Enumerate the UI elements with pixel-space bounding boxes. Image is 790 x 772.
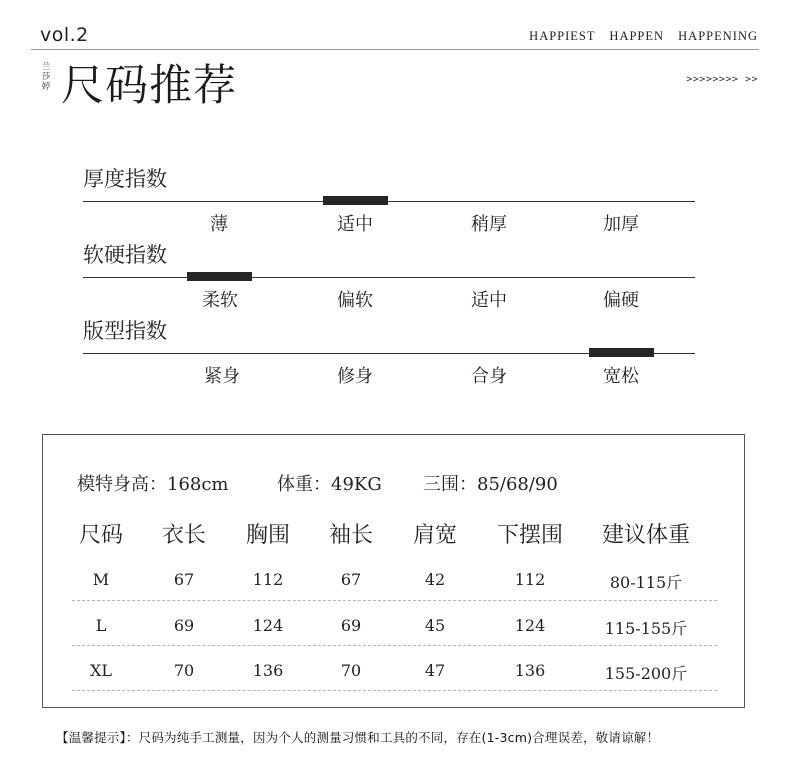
index-option: 适中 [471,290,507,311]
table-cell: 67 [173,570,195,589]
table-cell: 42 [424,570,446,589]
table-cell: 80-115斤 [609,573,683,592]
table-cell: 67 [340,570,362,589]
table-cell: 47 [424,661,446,680]
model-height: 模特身高：168cm [77,474,229,495]
index-option: 适中 [337,214,373,235]
table-cell: XL [89,661,113,680]
column-header-length: 衣长 [161,523,207,548]
table-cell: L [95,616,107,635]
index-marker-fit [589,348,654,357]
index-option: 薄 [210,214,228,235]
index-marker-thickness [323,196,388,205]
index-marker-softness [187,272,252,281]
table-cell: 45 [424,616,446,635]
table-cell: 124 [514,616,546,635]
tagline: HAPPIEST HAPPEN HAPPENING [529,29,758,43]
measurement-notice: 【温馨提示】：尺码为纯手工测量，因为个人的测量习惯和工具的不同，存在(1-3cm)合理误差，敬请谅解！ [56,730,660,745]
index-rule-thickness [83,201,695,202]
table-cell: 136 [252,661,284,680]
column-header-size: 尺码 [78,523,124,548]
table-cell: 70 [173,661,195,680]
table-cell: M [92,570,110,589]
index-title-thickness: 厚度指数 [83,167,167,191]
column-header-hem: 下摆围 [496,523,564,548]
arrow-decoration: >>>>>>>> >> [686,74,758,85]
model-weight: 体重：49KG [277,474,382,495]
row-divider [72,645,717,646]
column-header-sleeve: 袖长 [328,523,374,548]
index-rule-softness [83,277,695,278]
table-cell: 136 [514,661,546,680]
index-title-fit: 版型指数 [83,319,167,343]
index-option: 紧身 [204,366,240,387]
table-cell: 69 [173,616,195,635]
table-cell: 155-200斤 [604,664,688,683]
column-header-weight: 建议体重 [601,523,691,548]
volume-label: vol.2 [40,24,89,46]
index-option: 偏软 [337,290,373,311]
table-cell: 115-155斤 [604,619,688,638]
model-measurements: 三围：85/68/90 [423,474,558,495]
row-divider [72,600,717,601]
index-option: 修身 [337,366,373,387]
table-cell: 112 [514,570,546,589]
table-cell: 124 [252,616,284,635]
index-title-softness: 软硬指数 [83,243,167,267]
column-header-shoulder: 肩宽 [412,523,458,548]
index-option: 稍厚 [471,214,507,235]
index-option: 合身 [471,366,507,387]
index-option: 加厚 [603,214,639,235]
table-cell: 69 [340,616,362,635]
header-divider [31,49,759,50]
row-divider [72,690,717,691]
page-title: 尺码推荐 [61,61,237,111]
index-option: 柔软 [202,290,238,311]
column-header-chest: 胸围 [245,523,291,548]
brand-vertical-text: 兰莎婷 [41,62,51,92]
table-cell: 70 [340,661,362,680]
index-option: 宽松 [603,366,639,387]
index-option: 偏硬 [603,290,639,311]
table-cell: 112 [252,570,284,589]
